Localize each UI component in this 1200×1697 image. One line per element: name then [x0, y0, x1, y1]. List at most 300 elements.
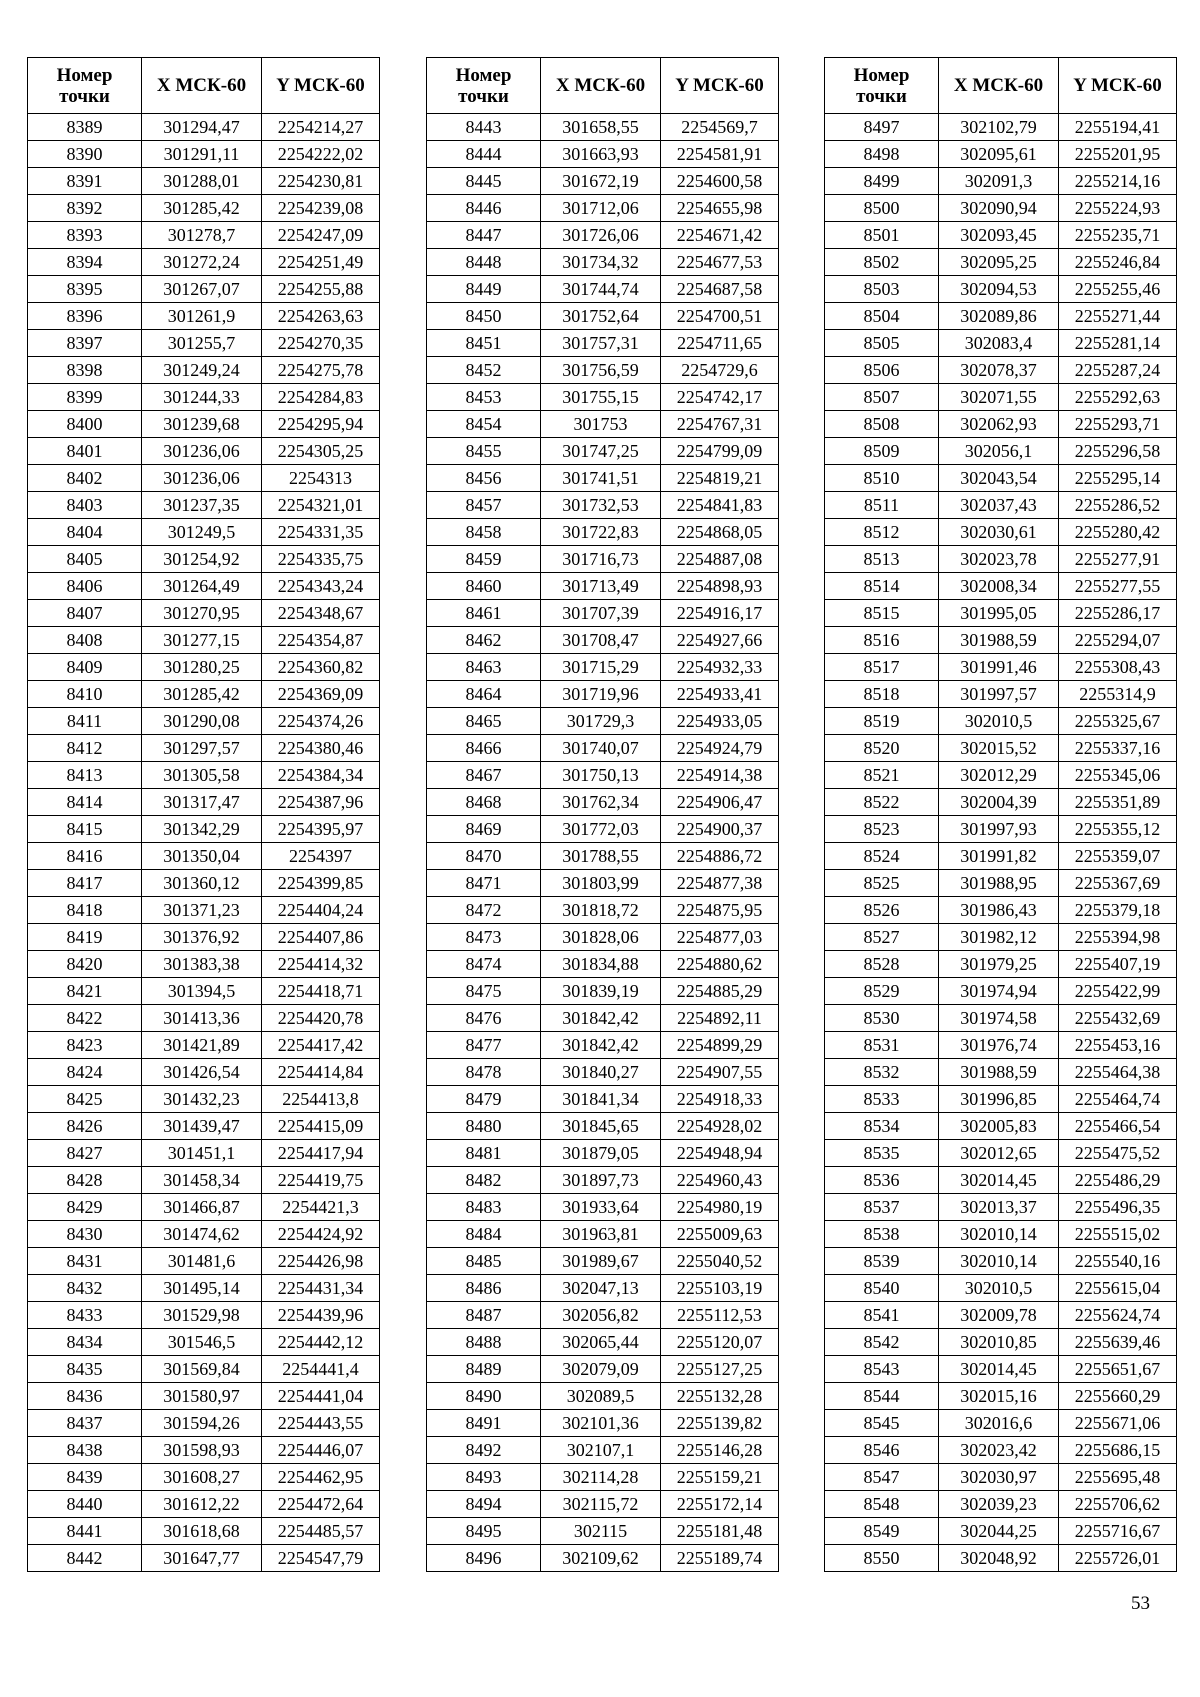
cell-x: 301828,06	[541, 924, 661, 951]
table-row	[28, 870, 380, 897]
cell-x: 301707,39	[541, 600, 661, 627]
header-point-number: Номер точки	[825, 58, 939, 114]
cell-point-number: 8486	[427, 1275, 541, 1302]
cell-point-number: 8420	[28, 951, 142, 978]
cell-point-number: 8467	[427, 762, 541, 789]
table-row	[427, 573, 779, 600]
table-row	[825, 1113, 1177, 1140]
cell-x: 302005,83	[939, 1113, 1059, 1140]
cell-y: 2254914,38	[661, 762, 779, 789]
cell-y: 2254892,11	[661, 1005, 779, 1032]
cell-point-number: 8395	[28, 276, 142, 303]
cell-x: 301249,5	[142, 519, 262, 546]
header-point-number: Номер точки	[427, 58, 541, 114]
cell-x: 302010,14	[939, 1248, 1059, 1275]
cell-point-number: 8492	[427, 1437, 541, 1464]
cell-y: 2255246,84	[1059, 249, 1177, 276]
cell-y: 2255132,28	[661, 1383, 779, 1410]
cell-x: 301658,55	[541, 114, 661, 141]
table-row	[28, 1194, 380, 1221]
cell-x: 302037,43	[939, 492, 1059, 519]
cell-y: 2254960,43	[661, 1167, 779, 1194]
cell-x: 301741,51	[541, 465, 661, 492]
cell-x: 302016,6	[939, 1410, 1059, 1437]
cell-x: 301342,29	[142, 816, 262, 843]
table-row	[427, 1032, 779, 1059]
cell-point-number: 8411	[28, 708, 142, 735]
cell-x: 301986,43	[939, 897, 1059, 924]
cell-y: 2254439,96	[262, 1302, 380, 1329]
table-row	[825, 492, 1177, 519]
table-row	[825, 114, 1177, 141]
cell-point-number: 8405	[28, 546, 142, 573]
cell-point-number: 8473	[427, 924, 541, 951]
cell-point-number: 8489	[427, 1356, 541, 1383]
cell-x: 301426,54	[142, 1059, 262, 1086]
cell-point-number: 8528	[825, 951, 939, 978]
table-row	[825, 1032, 1177, 1059]
cell-y: 2255660,29	[1059, 1383, 1177, 1410]
table-row	[28, 195, 380, 222]
table-row	[427, 951, 779, 978]
cell-x: 301974,94	[939, 978, 1059, 1005]
cell-x: 302101,36	[541, 1410, 661, 1437]
cell-point-number: 8520	[825, 735, 939, 762]
cell-point-number: 8447	[427, 222, 541, 249]
cell-x: 302109,62	[541, 1545, 661, 1572]
cell-point-number: 8521	[825, 762, 939, 789]
cell-y: 2255235,71	[1059, 222, 1177, 249]
cell-point-number: 8502	[825, 249, 939, 276]
cell-x: 301236,06	[142, 465, 262, 492]
cell-y: 2255280,42	[1059, 519, 1177, 546]
cell-x: 301995,05	[939, 600, 1059, 627]
cell-point-number: 8519	[825, 708, 939, 735]
cell-point-number: 8515	[825, 600, 939, 627]
cell-point-number: 8488	[427, 1329, 541, 1356]
table-row	[427, 789, 779, 816]
cell-point-number: 8514	[825, 573, 939, 600]
table-row	[28, 1086, 380, 1113]
cell-x: 301708,47	[541, 627, 661, 654]
cell-x: 301249,24	[142, 357, 262, 384]
cell-point-number: 8479	[427, 1086, 541, 1113]
cell-y: 2254980,19	[661, 1194, 779, 1221]
table-row	[427, 411, 779, 438]
cell-y: 2254397	[262, 843, 380, 870]
table-row	[825, 1221, 1177, 1248]
cell-y: 2254415,09	[262, 1113, 380, 1140]
cell-y: 2255277,55	[1059, 573, 1177, 600]
cell-point-number: 8475	[427, 978, 541, 1005]
cell-x: 301239,68	[142, 411, 262, 438]
cell-point-number: 8472	[427, 897, 541, 924]
cell-point-number: 8398	[28, 357, 142, 384]
table-row	[28, 1221, 380, 1248]
cell-x: 302010,5	[939, 1275, 1059, 1302]
cell-point-number: 8539	[825, 1248, 939, 1275]
cell-x: 301261,9	[142, 303, 262, 330]
cell-y: 2254420,78	[262, 1005, 380, 1032]
cell-x: 301236,06	[142, 438, 262, 465]
cell-y: 2254251,49	[262, 249, 380, 276]
table-row	[28, 384, 380, 411]
cell-y: 2255453,16	[1059, 1032, 1177, 1059]
cell-y: 2254348,67	[262, 600, 380, 627]
cell-y: 2254868,05	[661, 519, 779, 546]
cell-x: 302095,25	[939, 249, 1059, 276]
header-x: X МСК-60	[142, 58, 262, 114]
table-row	[825, 1329, 1177, 1356]
table-row	[825, 1248, 1177, 1275]
cell-y: 2255716,67	[1059, 1518, 1177, 1545]
cell-y: 2254343,24	[262, 573, 380, 600]
cell-x: 302015,52	[939, 735, 1059, 762]
cell-x: 301988,59	[939, 1059, 1059, 1086]
cell-y: 2255486,29	[1059, 1167, 1177, 1194]
cell-point-number: 8419	[28, 924, 142, 951]
table-row	[28, 1464, 380, 1491]
cell-x: 301712,06	[541, 195, 661, 222]
cell-y: 2254907,55	[661, 1059, 779, 1086]
cell-x: 301291,11	[142, 141, 262, 168]
cell-x: 302014,45	[939, 1356, 1059, 1383]
table-row	[427, 816, 779, 843]
table-row	[28, 276, 380, 303]
cell-point-number: 8497	[825, 114, 939, 141]
cell-y: 2255189,74	[661, 1545, 779, 1572]
cell-point-number: 8417	[28, 870, 142, 897]
table-row	[28, 1167, 380, 1194]
cell-y: 2255464,38	[1059, 1059, 1177, 1086]
cell-x: 302030,97	[939, 1464, 1059, 1491]
cell-point-number: 8510	[825, 465, 939, 492]
cell-x: 302102,79	[939, 114, 1059, 141]
table-row	[427, 735, 779, 762]
cell-y: 2254841,83	[661, 492, 779, 519]
cell-y: 2254442,12	[262, 1329, 380, 1356]
cell-y: 2254742,17	[661, 384, 779, 411]
cell-point-number: 8466	[427, 735, 541, 762]
cell-y: 2255651,67	[1059, 1356, 1177, 1383]
table-row	[825, 735, 1177, 762]
cell-x: 302115	[541, 1518, 661, 1545]
cell-x: 301976,74	[939, 1032, 1059, 1059]
cell-point-number: 8449	[427, 276, 541, 303]
cell-x: 301734,32	[541, 249, 661, 276]
cell-y: 2254374,26	[262, 708, 380, 735]
table-row	[825, 276, 1177, 303]
cell-y: 2254687,58	[661, 276, 779, 303]
cell-point-number: 8402	[28, 465, 142, 492]
cell-point-number: 8448	[427, 249, 541, 276]
cell-point-number: 8451	[427, 330, 541, 357]
cell-point-number: 8495	[427, 1518, 541, 1545]
cell-point-number: 8481	[427, 1140, 541, 1167]
cell-x: 301254,92	[142, 546, 262, 573]
table-row	[825, 816, 1177, 843]
cell-point-number: 8443	[427, 114, 541, 141]
cell-point-number: 8442	[28, 1545, 142, 1572]
table-row	[427, 222, 779, 249]
cell-point-number: 8468	[427, 789, 541, 816]
cell-x: 302044,25	[939, 1518, 1059, 1545]
cell-point-number: 8441	[28, 1518, 142, 1545]
table-row	[28, 1113, 380, 1140]
cell-x: 301845,65	[541, 1113, 661, 1140]
table-body	[427, 114, 779, 1572]
table-row	[825, 1059, 1177, 1086]
cell-x: 301297,57	[142, 735, 262, 762]
cell-y: 2254767,31	[661, 411, 779, 438]
cell-y: 2255172,14	[661, 1491, 779, 1518]
cell-x: 301834,88	[541, 951, 661, 978]
table-row	[427, 762, 779, 789]
cell-point-number: 8435	[28, 1356, 142, 1383]
cell-x: 302009,78	[939, 1302, 1059, 1329]
cell-x: 301772,03	[541, 816, 661, 843]
table-row	[825, 627, 1177, 654]
table-row	[427, 1491, 779, 1518]
cell-x: 301752,64	[541, 303, 661, 330]
cell-x: 302013,37	[939, 1194, 1059, 1221]
cell-point-number: 8453	[427, 384, 541, 411]
cell-y: 2255379,18	[1059, 897, 1177, 924]
table-row	[825, 1194, 1177, 1221]
table-row	[427, 1410, 779, 1437]
cell-y: 2255686,15	[1059, 1437, 1177, 1464]
cell-point-number: 8532	[825, 1059, 939, 1086]
cell-point-number: 8498	[825, 141, 939, 168]
table-row	[28, 1248, 380, 1275]
table-row	[28, 1302, 380, 1329]
cell-point-number: 8454	[427, 411, 541, 438]
cell-x: 301974,58	[939, 1005, 1059, 1032]
cell-point-number: 8408	[28, 627, 142, 654]
cell-point-number: 8542	[825, 1329, 939, 1356]
table-row	[28, 654, 380, 681]
cell-x: 302023,78	[939, 546, 1059, 573]
table-row	[28, 249, 380, 276]
table-row	[825, 1464, 1177, 1491]
table-row	[825, 438, 1177, 465]
cell-y: 2254799,09	[661, 438, 779, 465]
cell-point-number: 8391	[28, 168, 142, 195]
cell-y: 2255355,12	[1059, 816, 1177, 843]
header-y: Y МСК-60	[1059, 58, 1177, 114]
table-row	[28, 816, 380, 843]
table-row	[28, 1410, 380, 1437]
cell-y: 2254933,41	[661, 681, 779, 708]
cell-point-number: 8526	[825, 897, 939, 924]
table-row	[825, 843, 1177, 870]
cell-x: 301264,49	[142, 573, 262, 600]
cell-y: 2255271,44	[1059, 303, 1177, 330]
cell-y: 2254877,03	[661, 924, 779, 951]
cell-point-number: 8401	[28, 438, 142, 465]
cell-x: 302030,61	[939, 519, 1059, 546]
cell-point-number: 8523	[825, 816, 939, 843]
cell-y: 2255464,74	[1059, 1086, 1177, 1113]
cell-y: 2255224,93	[1059, 195, 1177, 222]
table-row	[28, 735, 380, 762]
cell-x: 301270,95	[142, 600, 262, 627]
cell-point-number: 8522	[825, 789, 939, 816]
cell-x: 301529,98	[142, 1302, 262, 1329]
cell-x: 301383,38	[142, 951, 262, 978]
table-row	[28, 303, 380, 330]
cell-point-number: 8455	[427, 438, 541, 465]
cell-y: 2255466,54	[1059, 1113, 1177, 1140]
table-row	[825, 762, 1177, 789]
table-row	[825, 897, 1177, 924]
cell-y: 2254932,33	[661, 654, 779, 681]
table-row	[28, 1329, 380, 1356]
cell-x: 302107,1	[541, 1437, 661, 1464]
cell-y: 2255120,07	[661, 1329, 779, 1356]
table-row	[825, 1383, 1177, 1410]
table-row	[427, 330, 779, 357]
cell-x: 302048,92	[939, 1545, 1059, 1572]
cell-point-number: 8403	[28, 492, 142, 519]
cell-x: 301740,07	[541, 735, 661, 762]
table-body	[825, 114, 1177, 1572]
cell-y: 2255296,58	[1059, 438, 1177, 465]
table-row	[427, 1275, 779, 1302]
cell-y: 2254331,35	[262, 519, 380, 546]
cell-point-number: 8509	[825, 438, 939, 465]
cell-y: 2254885,29	[661, 978, 779, 1005]
cell-y: 2254321,01	[262, 492, 380, 519]
cell-y: 2254933,05	[661, 708, 779, 735]
table-row	[427, 1329, 779, 1356]
cell-x: 301722,83	[541, 519, 661, 546]
cell-point-number: 8410	[28, 681, 142, 708]
cell-x: 301466,87	[142, 1194, 262, 1221]
cell-x: 301988,95	[939, 870, 1059, 897]
cell-x: 301997,57	[939, 681, 1059, 708]
table-row	[427, 276, 779, 303]
cell-y: 2255359,07	[1059, 843, 1177, 870]
cell-x: 301360,12	[142, 870, 262, 897]
cell-point-number: 8482	[427, 1167, 541, 1194]
cell-y: 2254677,53	[661, 249, 779, 276]
cell-point-number: 8437	[28, 1410, 142, 1437]
table-row	[427, 1194, 779, 1221]
table-row	[825, 600, 1177, 627]
table-row	[28, 438, 380, 465]
table-row	[28, 681, 380, 708]
table-row	[427, 195, 779, 222]
cell-point-number: 8508	[825, 411, 939, 438]
cell-y: 2255407,19	[1059, 951, 1177, 978]
cell-y: 2255422,99	[1059, 978, 1177, 1005]
cell-x: 301432,23	[142, 1086, 262, 1113]
cell-y: 2255615,04	[1059, 1275, 1177, 1302]
cell-x: 302065,44	[541, 1329, 661, 1356]
table-header-row	[28, 58, 380, 114]
cell-y: 2255695,48	[1059, 1464, 1177, 1491]
cell-y: 2255194,41	[1059, 114, 1177, 141]
cell-point-number: 8459	[427, 546, 541, 573]
cell-x: 302014,45	[939, 1167, 1059, 1194]
cell-x: 301244,33	[142, 384, 262, 411]
cell-x: 301608,27	[142, 1464, 262, 1491]
cell-point-number: 8426	[28, 1113, 142, 1140]
cell-y: 2254441,04	[262, 1383, 380, 1410]
cell-point-number: 8399	[28, 384, 142, 411]
table-row	[28, 1437, 380, 1464]
cell-point-number: 8457	[427, 492, 541, 519]
cell-point-number: 8540	[825, 1275, 939, 1302]
cell-x: 301757,31	[541, 330, 661, 357]
cell-x: 302115,72	[541, 1491, 661, 1518]
cell-point-number: 8531	[825, 1032, 939, 1059]
table-row	[825, 1005, 1177, 1032]
coordinates-table-1	[27, 57, 380, 1572]
cell-point-number: 8423	[28, 1032, 142, 1059]
cell-point-number: 8469	[427, 816, 541, 843]
table-header-row	[825, 58, 1177, 114]
cell-y: 2254927,66	[661, 627, 779, 654]
cell-y: 2255496,35	[1059, 1194, 1177, 1221]
cell-point-number: 8452	[427, 357, 541, 384]
cell-point-number: 8392	[28, 195, 142, 222]
cell-point-number: 8436	[28, 1383, 142, 1410]
cell-x: 301989,67	[541, 1248, 661, 1275]
cell-y: 2255540,16	[1059, 1248, 1177, 1275]
cell-x: 301996,85	[939, 1086, 1059, 1113]
cell-x: 302012,29	[939, 762, 1059, 789]
cell-y: 2255293,71	[1059, 411, 1177, 438]
cell-point-number: 8471	[427, 870, 541, 897]
cell-x: 302004,39	[939, 789, 1059, 816]
cell-y: 2255475,52	[1059, 1140, 1177, 1167]
cell-y: 2255515,02	[1059, 1221, 1177, 1248]
cell-x: 302010,14	[939, 1221, 1059, 1248]
table-row	[28, 1545, 380, 1572]
cell-point-number: 8548	[825, 1491, 939, 1518]
cell-x: 301988,59	[939, 627, 1059, 654]
cell-y: 2255351,89	[1059, 789, 1177, 816]
cell-x: 301546,5	[142, 1329, 262, 1356]
table-row	[427, 1545, 779, 1572]
cell-x: 301439,47	[142, 1113, 262, 1140]
table-row	[825, 1167, 1177, 1194]
cell-point-number: 8517	[825, 654, 939, 681]
cell-y: 2254485,57	[262, 1518, 380, 1545]
cell-point-number: 8518	[825, 681, 939, 708]
table-row	[825, 789, 1177, 816]
cell-x: 302089,86	[939, 303, 1059, 330]
cell-x: 301747,25	[541, 438, 661, 465]
cell-y: 2255325,67	[1059, 708, 1177, 735]
cell-point-number: 8477	[427, 1032, 541, 1059]
cell-y: 2255139,82	[661, 1410, 779, 1437]
cell-y: 2254819,21	[661, 465, 779, 492]
header-x: X МСК-60	[541, 58, 661, 114]
cell-x: 302095,61	[939, 141, 1059, 168]
cell-x: 301897,73	[541, 1167, 661, 1194]
cell-x: 301647,77	[142, 1545, 262, 1572]
cell-y: 2254547,79	[262, 1545, 380, 1572]
cell-x: 302015,16	[939, 1383, 1059, 1410]
cell-y: 2255639,46	[1059, 1329, 1177, 1356]
cell-y: 2254446,07	[262, 1437, 380, 1464]
table-row	[427, 1059, 779, 1086]
cell-point-number: 8501	[825, 222, 939, 249]
cell-point-number: 8396	[28, 303, 142, 330]
